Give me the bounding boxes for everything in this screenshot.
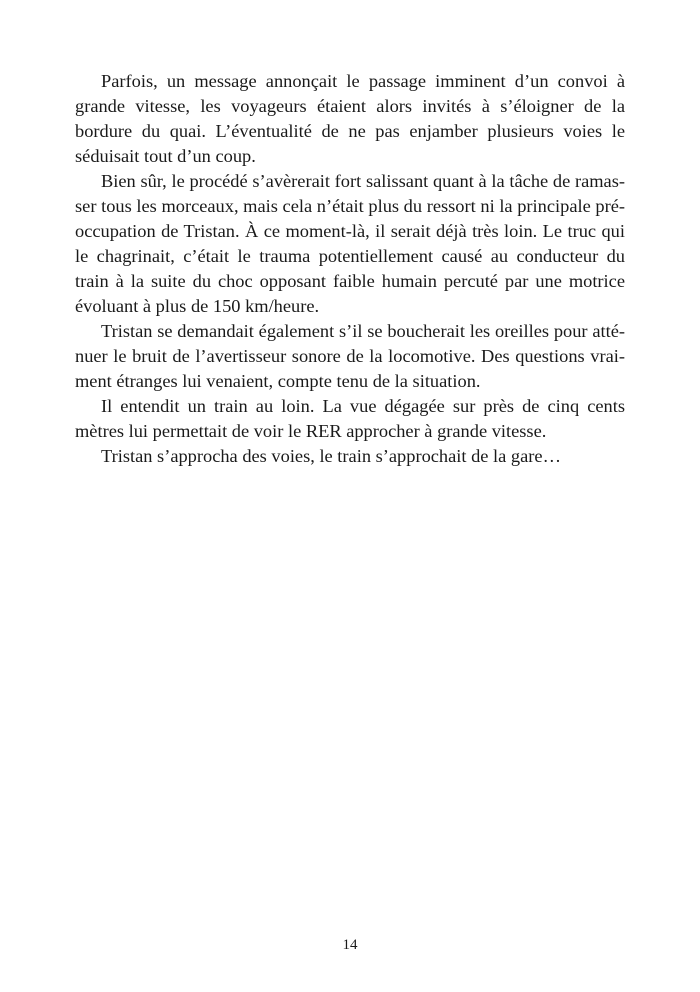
page-number: 14 xyxy=(342,937,358,953)
paragraph-5: Tristan s’approcha des voies, le train s’approchait de la gare… xyxy=(101,446,561,466)
paragraph-2: Bien sûr, le procédé s’avèrerait fort salissant quant à la tâche de ramasser tous les morceaux, mais cela n’était plus du ressort ni la principale préoccupation de Tristan. À ce moment-là, il serait déjà très loin. Le truc qui le chagrinait, c’était le trauma potentiellement causé au conducteur du train à la suite du choc opposant faible humain percuté par une motrice évoluant à plus de 150 km/heure. xyxy=(75,171,625,316)
paragraph-4: Il entendit un train au loin. La vue dégagée sur près de cinq cents mètres lui permettait de voir le RER approcher à grande vitesse. xyxy=(75,396,625,441)
body-text xyxy=(75,69,625,469)
paragraph-1: Parfois, un message annonçait le passage imminent d’un convoi à grande vitesse, les voyageurs étaient alors invités à s’éloigner de la bordure du quai. L’éventualité de ne pas enjamber plusieurs voies le séduisait tout d’un coup. xyxy=(75,71,625,166)
paragraph-3: Tristan se demandait également s’il se boucherait les oreilles pour atténuer le bruit de l’avertisseur sonore de la locomotive. Des questions vraiment étranges lui venaient, compte tenu de la situation. xyxy=(75,321,625,391)
